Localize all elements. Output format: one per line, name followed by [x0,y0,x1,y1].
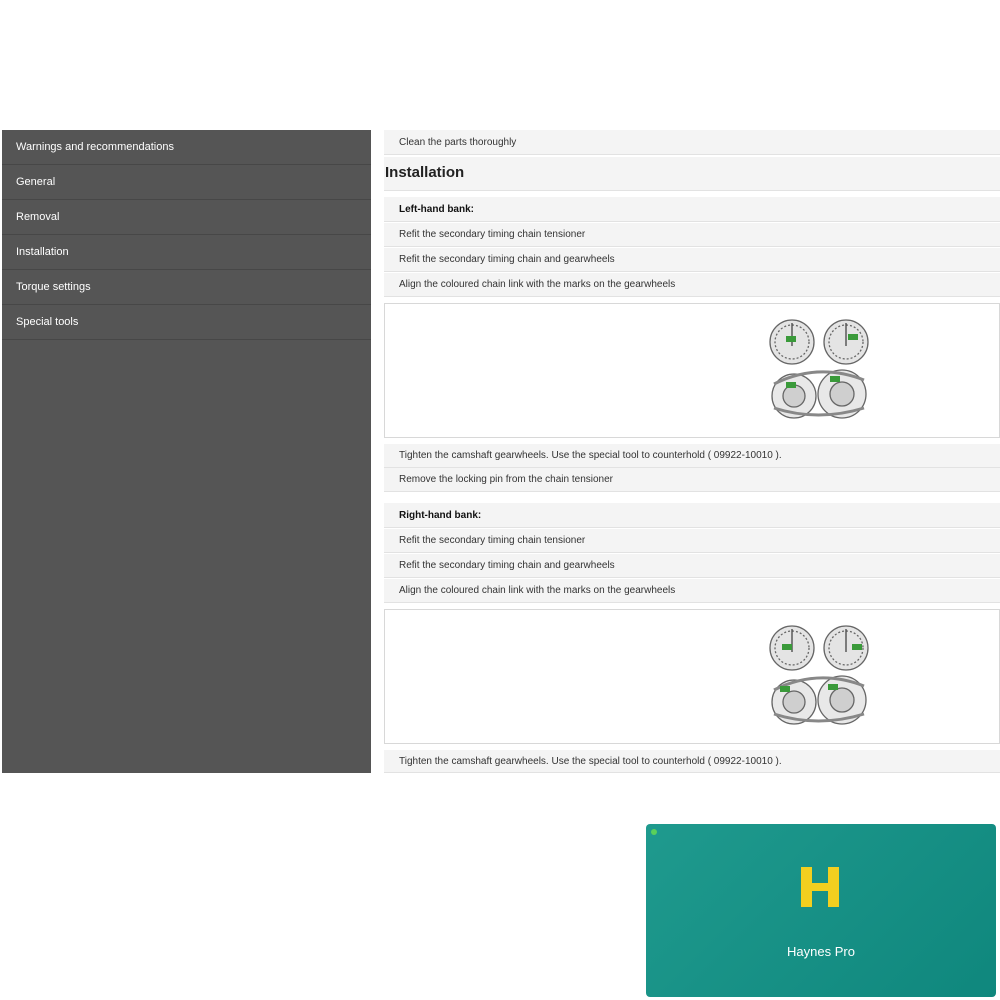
status-dot [651,829,657,835]
sidebar-item-torque-settings[interactable]: Torque settings [2,270,371,305]
step-row: Refit the secondary timing chain tensioner [384,223,1000,247]
left-bank-title: Left-hand bank: [384,197,1000,222]
left-bank-figure [384,303,1000,438]
step-row: Refit the secondary timing chain and gearwheels [384,554,1000,578]
step-row: Tighten the camshaft gearwheels. Use the special tool to counterhold ( 09922-10010 ). [384,750,1000,773]
step-row: Tighten the camshaft gearwheels. Use the special tool to counterhold ( 09922-10010 ). [384,444,1000,468]
step-row: Refit the secondary timing chain and gearwheels [384,248,1000,272]
step-row: Remove the locking pin from the chain tensioner [384,468,1000,492]
sidebar-item-warnings[interactable]: Warnings and recommendations [2,130,371,165]
step-row: Refit the secondary timing chain tensioner [384,529,1000,553]
app-card-title: Haynes Pro [787,944,855,959]
right-bank-figure [384,609,1000,744]
sidebar-item-removal[interactable]: Removal [2,200,371,235]
procedure-content [371,130,1000,773]
sidebar-nav [2,130,371,773]
step-row: Clean the parts thoroughly [384,130,1000,155]
sidebar-item-general[interactable]: General [2,165,371,200]
haynes-h-logo-icon [801,867,839,907]
sidebar-item-installation[interactable]: Installation [2,235,371,270]
right-bank-title: Right-hand bank: [384,503,1000,528]
step-row: Align the coloured chain link with the marks on the gearwheels [384,579,1000,603]
haynes-pro-app-card[interactable] [646,824,996,997]
timing-chain-gearwheels-icon [768,624,870,728]
section-heading: Installation [384,157,1000,191]
step-row: Align the coloured chain link with the marks on the gearwheels [384,273,1000,297]
sidebar-item-special-tools[interactable]: Special tools [2,305,371,340]
timing-chain-gearwheels-icon [768,318,870,422]
